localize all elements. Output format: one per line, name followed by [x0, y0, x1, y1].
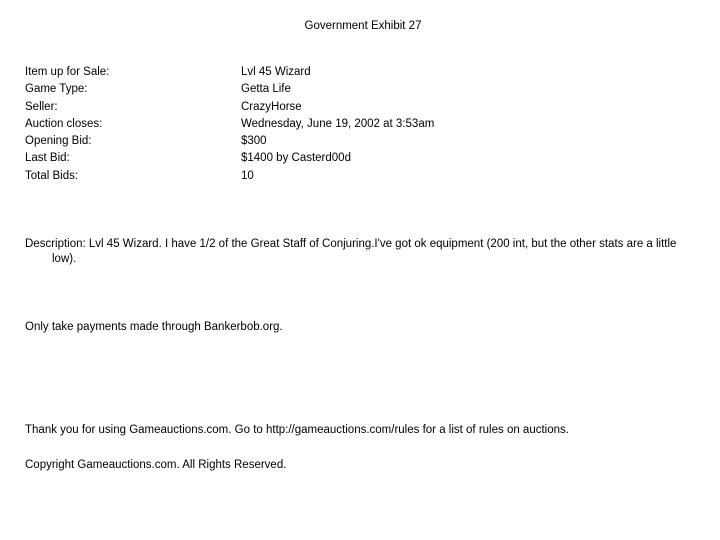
seller-row [25, 99, 434, 116]
auction-closes-row [25, 116, 434, 133]
opening-bid-label: Opening Bid: [25, 135, 92, 148]
game-type-value: Getta Life [241, 83, 291, 96]
last-bid-label: Last Bid: [25, 152, 70, 165]
item-description: Description: Lvl 45 Wizard. I have 1/2 of the Great Staff of Conjuring.I've got ok equipment (200 int, but the other stats are a little low). [25, 238, 677, 265]
exhibit-title: Government Exhibit 27 [304, 20, 422, 32]
auction-closes-label: Auction closes: [25, 117, 103, 130]
copyright-notice: Copyright Gameauctions.com. All Rights Reserved. [25, 459, 287, 471]
seller-value: CrazyHorse [241, 100, 302, 113]
item-row [25, 64, 434, 81]
total-bids-value: 10 [241, 169, 254, 182]
payment-note: Only take payments made through Bankerbob.org. [25, 321, 283, 333]
item-value: Lvl 45 Wizard [241, 66, 311, 78]
item-label: Item up for Sale: [25, 66, 110, 78]
last-bid-row [25, 150, 434, 167]
seller-label: Seller: [25, 100, 58, 113]
total-bids-row [25, 168, 434, 185]
last-bid-value: $1400 by Casterd00d [241, 152, 351, 165]
auction-closes-value: Wednesday, June 19, 2002 at 3:53am [241, 117, 435, 130]
thanks-note: Thank you for using Gameauctions.com. Go to http://gameauctions.com/rules for a list of rules on auctions. [25, 424, 569, 436]
opening-bid-value: $300 [241, 135, 267, 148]
auction-details [25, 64, 434, 185]
total-bids-label: Total Bids: [25, 169, 79, 182]
game-type-label: Game Type: [25, 83, 88, 96]
opening-bid-row [25, 133, 434, 150]
game-type-row [25, 81, 434, 98]
